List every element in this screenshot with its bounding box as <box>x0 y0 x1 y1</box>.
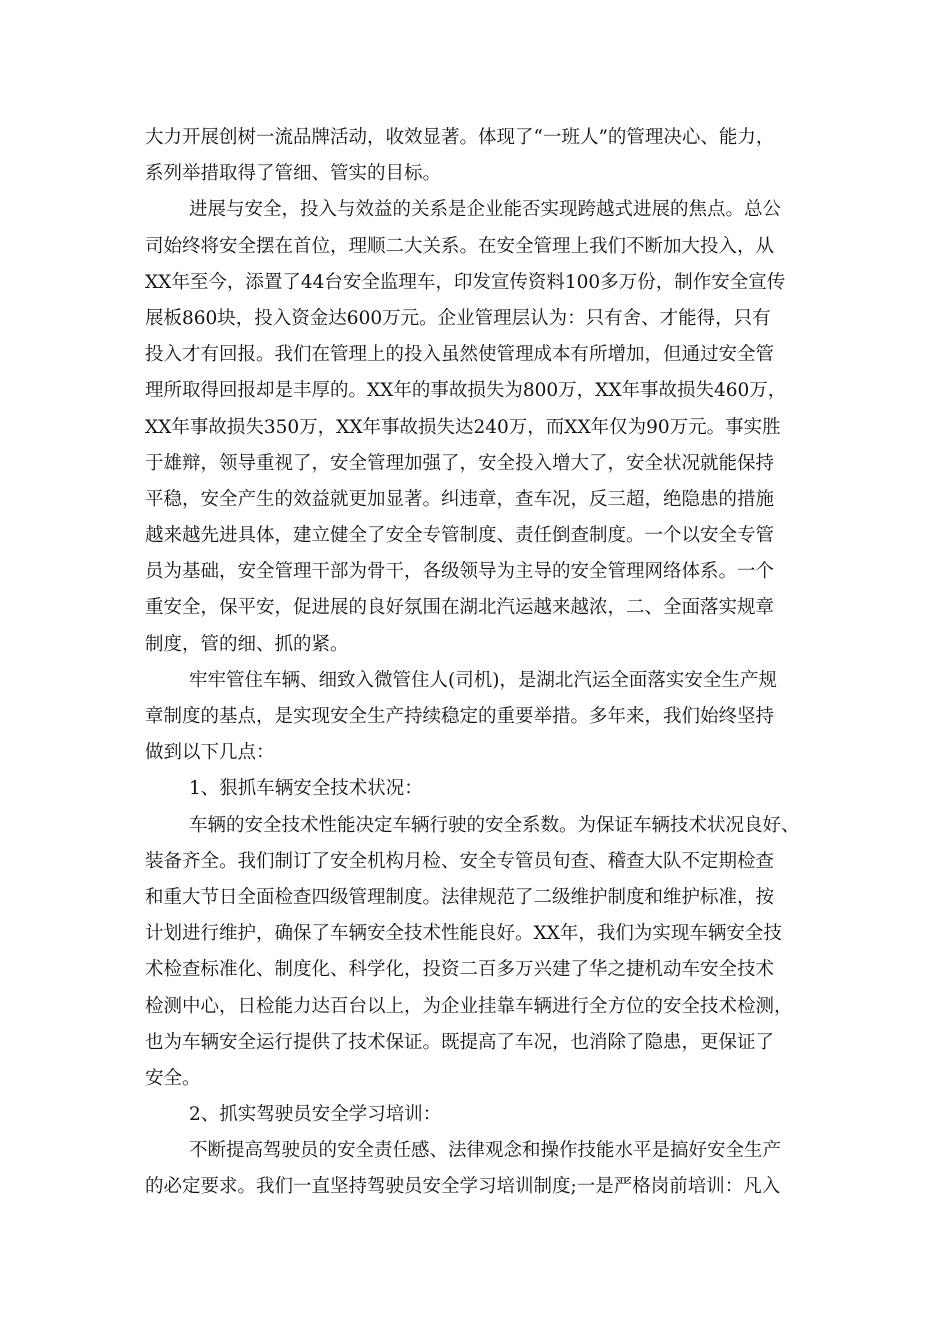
text-line: 平稳，安全产生的效益就更加显著。纠违章，查车况，反三超，绝隐患的措施 <box>145 488 775 510</box>
text-line: 术检查标准化、制度化、科学化，投资二百多万兴建了华之捷机动车安全技术 <box>145 959 775 981</box>
text-line: 员为基础，安全管理干部为骨干，各级领导为主导的安全管理网络体系。一个 <box>145 561 775 583</box>
text-line: 车辆的安全技术性能决定车辆行驶的安全系数。为保证车辆技术状况良好、 <box>189 814 800 836</box>
text-line: 也为车辆安全运行提供了技术保证。既提高了车况，也消除了隐患，更保证了 <box>145 1031 775 1053</box>
text-line: 投入才有回报。我们在管理上的投入虽然使管理成本有所增加，但通过安全管 <box>145 344 775 366</box>
section-heading: 1、狠抓车辆安全技术状况： <box>189 778 423 800</box>
text-line: 理所取得回报却是丰厚的。XX年的事故损失为800万，XX年事故损失460万， <box>145 380 787 402</box>
document-body <box>145 120 810 1206</box>
section-heading: 2、抓实驾驶员安全学习培训： <box>189 1104 442 1126</box>
text-line: 进展与安全，投入与效益的关系是企业能否实现跨越式进展的焦点。总公 <box>189 199 782 221</box>
text-line: 重安全，保平安，促进展的良好氛围在湖北汽运越来越浓，二、全面落实规章 <box>145 597 775 619</box>
text-line: 安全。 <box>145 1067 201 1089</box>
text-line: 展板860块，投入资金达600万元。企业管理层认为：只有舍、才能得，只有 <box>145 307 771 329</box>
text-line: 越来越先进具体，建立健全了安全专管制度、责任倒查制度。一个以安全专管 <box>145 525 775 547</box>
text-line: 做到以下几点： <box>145 742 275 764</box>
text-line: 章制度的基点，是实现安全生产持续稳定的重要举措。多年来，我们始终坚持 <box>145 706 775 727</box>
text-line: 不断提高驾驶员的安全责任感、法律观念和操作技能水平是搞好安全生产 <box>189 1140 782 1162</box>
text-line: XX年至今，添置了44台安全监理车，印发宣传资料100多万份，制作安全宣传 <box>145 271 786 293</box>
text-line: 系列举措取得了管细、管实的目标。 <box>145 163 442 185</box>
text-line: 计划进行维护，确保了车辆安全技术性能良好。XX年，我们为实现车辆安全技 <box>145 923 782 945</box>
text-line: 制度，管的细、抓的紧。 <box>145 633 349 655</box>
text-line: 的必定要求。我们一直坚持驾驶员安全学习培训制度;一是严格岗前培训：凡入 <box>145 1176 781 1198</box>
text-line: 和重大节日全面检查四级管理制度。法律规范了二级维护制度和维护标准，按 <box>145 886 775 908</box>
text-line: 装备齐全。我们制订了安全机构月检、安全专管员旬查、稽查大队不定期检查 <box>145 850 775 872</box>
text-line: 司始终将安全摆在首位，理顺二大关系。在安全管理上我们不断加大投入，从 <box>145 235 775 257</box>
text-line: 大力开展创树一流品牌活动，收效显著。体现了“一班人”的管理决心、能力， <box>145 127 775 148</box>
text-line: XX年事故损失350万，XX年事故损失达240万，而XX年仅为90万元。事实胜 <box>145 416 781 438</box>
text-line: 牢牢管住车辆、细致入微管住人(司机)，是湖北汽运全面落实安全生产规 <box>189 669 777 691</box>
text-line: 检测中心，日检能力达百台以上，为企业挂靠车辆进行全方位的安全技术检测， <box>145 995 793 1017</box>
text-line: 于雄辩，领导重视了，安全管理加强了，安全投入增大了，安全状况就能保持 <box>145 452 775 474</box>
